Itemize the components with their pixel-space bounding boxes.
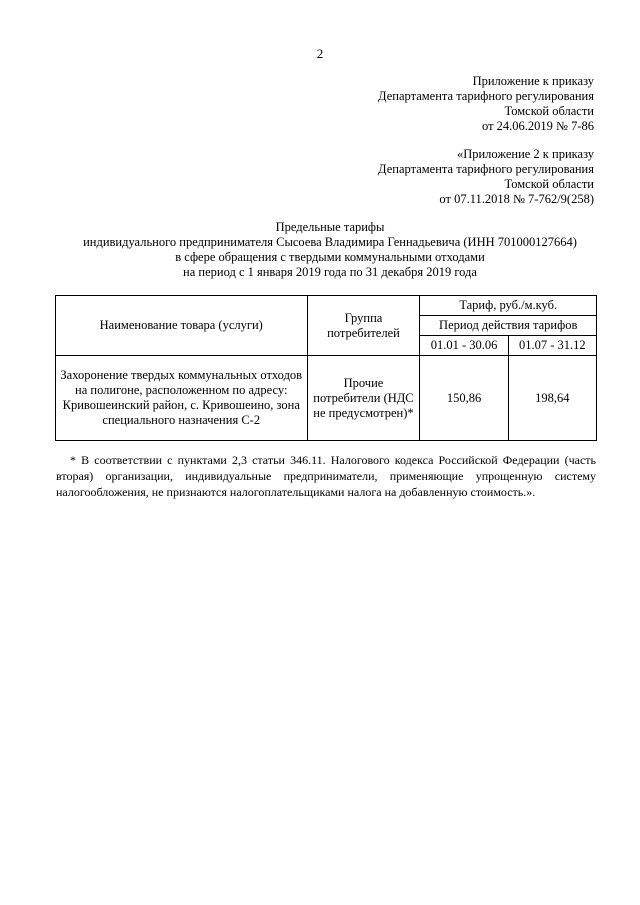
header-period-2: 01.07 - 31.12 [508,336,596,356]
appendix-reference-previous [294,147,594,207]
tariff-table [55,295,597,441]
appendix-line: от 07.11.2018 № 7-762/9(258) [439,192,594,206]
appendix-reference-current [294,74,594,134]
title-line: Предельные тарифы [275,220,385,234]
title-line: на период с 1 января 2019 года по 31 декабря 2019 года [183,265,477,279]
appendix-line: Департамента тарифного регулирования [378,89,594,103]
appendix-line: от 24.06.2019 № 7-86 [481,119,594,133]
header-service-name: Наименование товара (услуги) [56,296,308,356]
appendix-line: «Приложение 2 к приказу [456,147,594,161]
appendix-line: Томской области [504,104,594,118]
document-title [40,220,620,280]
cell-tariff-period-2: 198,64 [508,356,596,441]
footnote: * В соответствии с пунктами 2,3 статьи 346.11. Налогового кодекса Российской Федерации (часть вторая) организации, индивидуальные предприниматели, применяющие упрощенную систему налогообложения, не признаются налогоплательщиками налога на добавленную стоимость.». [56,453,596,499]
cell-tariff-period-1: 150,86 [420,356,508,441]
title-line: в сфере обращения с твердыми коммунальными отходами [175,250,485,264]
appendix-line: Томской области [504,177,594,191]
header-period-1: 01.01 - 30.06 [420,336,508,356]
title-line: индивидуального предпринимателя Сысоева Владимира Геннадьевича (ИНН 701000127664) [83,235,577,249]
header-tariff: Тариф, руб./м.куб. [420,296,597,316]
appendix-line: Департамента тарифного регулирования [378,162,594,176]
appendix-line: Приложение к приказу [472,74,594,88]
cell-service-name: Захоронение твердых коммунальных отходов на полигоне, расположенном по адресу: Кривошеинский район, с. Кривошеино, зона специального назначения С-2 [56,356,308,441]
page-number: 2 [316,46,324,61]
table-row [56,356,597,441]
header-consumer-group: Группа потребителей [307,296,420,356]
cell-consumer-group: Прочие потребители (НДС не предусмотрен)* [307,356,420,441]
header-period: Период действия тарифов [420,316,597,336]
